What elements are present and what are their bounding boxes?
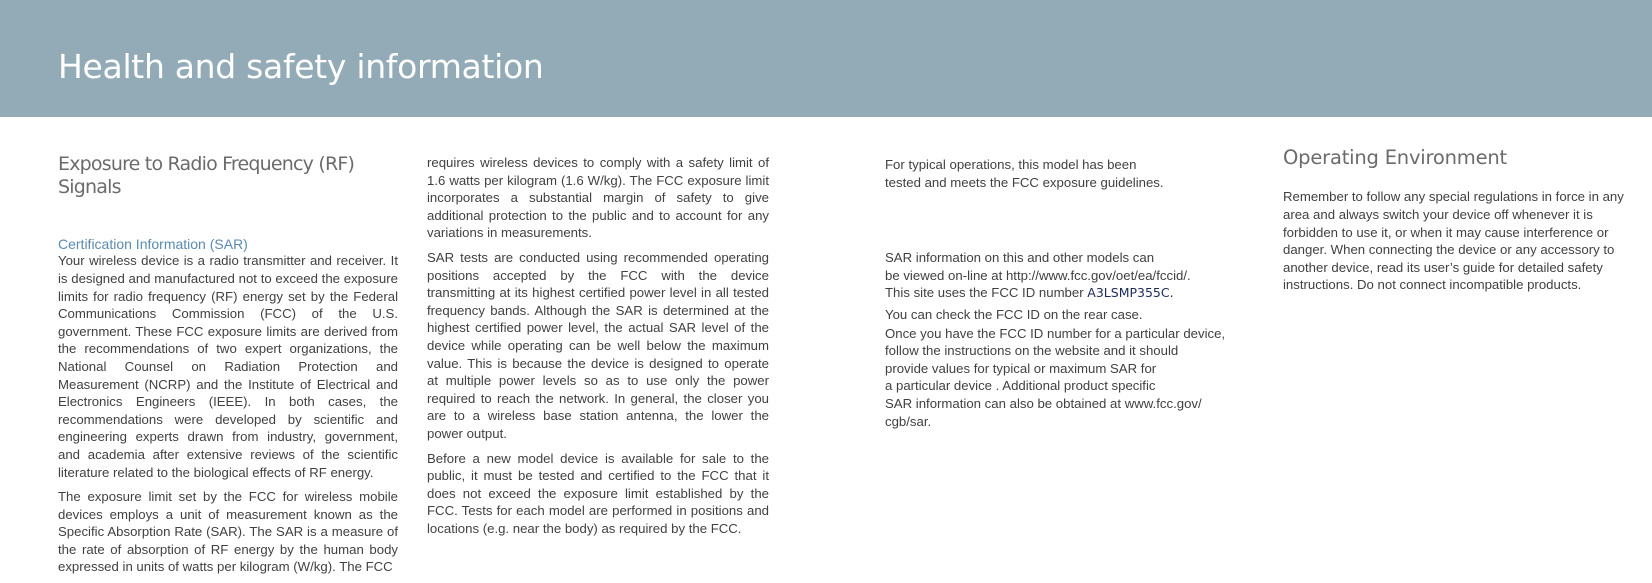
typical-operations-paragraph [885,156,1230,191]
column-4 [1283,146,1635,301]
safety-limit-paragraph: requires wireless devices to comply with a safety limit of 1.6 watts per kilogram (1.6 W/kg). The FCC exposure limit incorporates a substantial margin of safety to give additional protection to the public and to account for any variations in measurements. [427,155,769,241]
check-fcc-id-paragraph: You can check the FCC ID on the rear case. [885,306,1143,322]
column-1 [58,153,398,583]
text-line: a particular device . Additional product specific [885,378,1156,394]
fcc-instructions-paragraph [885,325,1230,431]
text-line: For typical operations, this model has been [885,157,1137,172]
sar-tests-paragraph: SAR tests are conducted using recommended operating positions accepted by the FCC with the device transmitting at its highest certified power level in all tested frequency bands. Although the SAR is determined at the highest certified power level, the actual SAR level of the device while operating can be well below the maximum value. This is because the device is designed to operate at multiple power levels so as to use only the power required to reach the network. In general, the closer you are to a wireless base station antenna, the lower the power output. [427,249,769,441]
column-3 [885,156,1230,434]
text-line: This site uses the FCC ID number [885,285,1084,301]
text-line: follow the instructions on the website and it should [885,343,1179,359]
operating-environment-paragraph: Remember to follow any special regulations in force in any area and always switch your device off whenever it is forbidden to use it, or when it may cause interference or danger. When connecting the device or any accessory to another device, read its user’s guide for detailed safety instructions. Do not connect incompatible products. [1283,189,1624,293]
page-title: Health and safety information [58,47,544,86]
exposure-limit-paragraph: The exposure limit set by the FCC for wireless mobile devices employs a unit of measurement known as the Specific Absorption Rate (SAR). The SAR is a measure of the rate of absorption of RF energy by the human body expressed in units of watts per kilogram (W/kg). The FCC [58,489,398,575]
sar-certification-subtitle: Certification Information (SAR) [58,235,248,252]
operating-environment-title: Operating Environment [1283,146,1508,169]
column-2 [427,154,769,544]
fcc-id-value: A3LSMP355C. [1087,285,1174,301]
text-line: provide values for typical or maximum SAR for [885,360,1157,376]
certification-paragraph: Before a new model device is available for sale to the public, it must be tested and certified to the FCC that it does not exceed the exposure limit established by the FCC. Tests for each model are performed in positions and locations (e.g. near the body) as required by the FCC. [427,450,769,536]
page-header [0,0,1652,117]
text-line: be viewed on-line at http://www.fcc.gov/oet/ea/fccid/. [885,267,1191,283]
text-line: Once you have the FCC ID number for a particular device, [885,325,1226,341]
text-line: cgb/sar. [885,413,932,429]
text-line: SAR information can also be obtained at www.fcc.gov/ [885,395,1202,411]
rf-exposure-title: Exposure to Radio Frequency (RF) Signals [58,153,355,198]
sar-online-paragraph [885,249,1230,302]
text-line: tested and meets the FCC exposure guidelines. [885,174,1164,190]
rf-intro-paragraph: Your wireless device is a radio transmitter and receiver. It is designed and manufactured not to exceed the exposure limits for radio frequency (RF) energy set by the Federal Communications Commission (FCC) of the U.S. government. These FCC exposure limits are derived from the recommendations of two expert organizations, the National Counsel on Radiation Protection and Measurement (NCRP) and the Institute of Electrical and Electronics Engineers (IEEE). In both cases, the recommendations were developed by scientific and engineering experts drawn from industry, government, and academia after extensive reviews of the scientific literature related to the biological effects of RF energy. [58,253,398,480]
text-line: SAR information on this and other models can [885,250,1155,266]
